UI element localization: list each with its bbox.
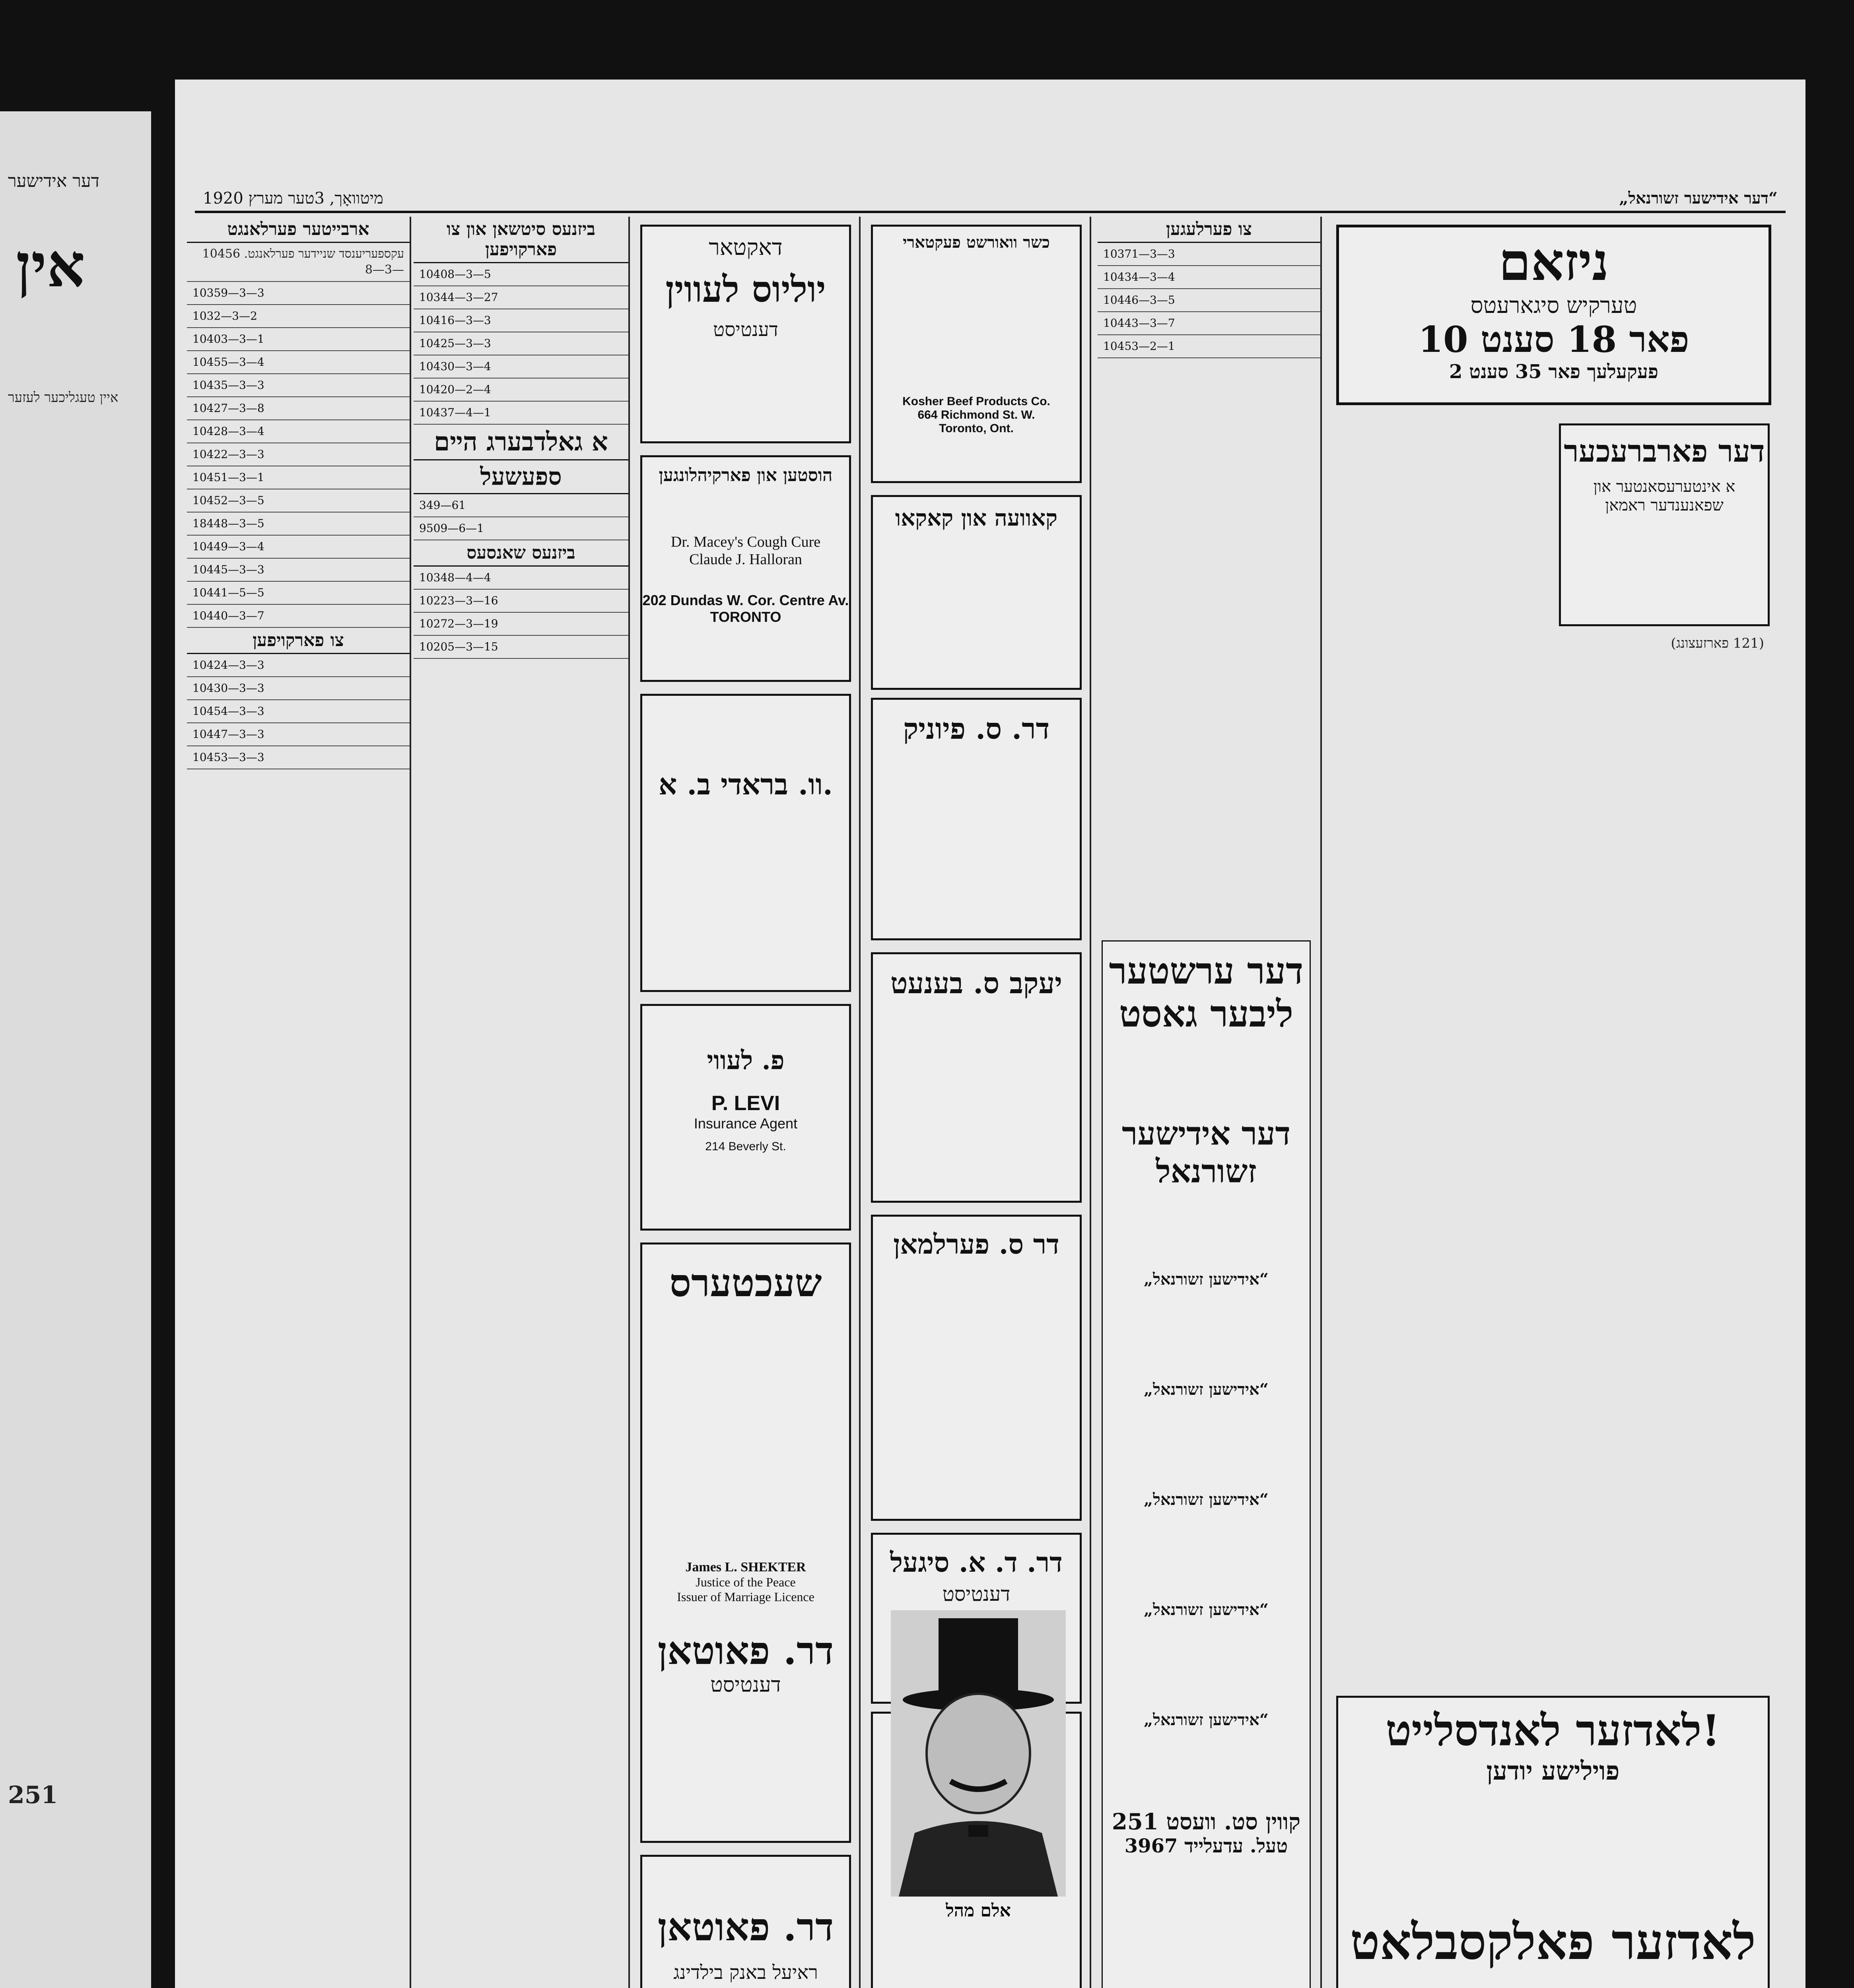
classified-item: 1032—3—2: [187, 305, 410, 328]
classified-item: 10453—2—1: [1098, 335, 1320, 358]
classified-item: 9509—6—1: [414, 517, 628, 540]
ad-name: יעקב ס. בענעט: [890, 966, 1063, 1000]
left-page-headline: אין: [16, 231, 85, 301]
classified-item: 10359—3—3: [187, 282, 410, 305]
ad-dr-pautan-bank: [640, 1855, 851, 1988]
column-rentals-journal-ad: [1098, 217, 1322, 1988]
classified-item: 10437—4—1: [414, 402, 628, 425]
ad-name: דר ס. פערלמאן: [893, 1229, 1059, 1260]
classified-item: 10451—3—1: [187, 466, 410, 489]
classified-item: 10422—3—3: [187, 443, 410, 466]
classified-item: 10430—3—3: [187, 677, 410, 700]
classified-item: 18448—3—5: [187, 513, 410, 536]
ad-dr-julius-levin: [640, 225, 851, 443]
classified-item: 10424—3—3: [187, 654, 410, 677]
ad-nizam-cigarettes: [1336, 225, 1771, 405]
slogan: „אידישען זשורנאל“: [1144, 1710, 1269, 1729]
classified-item: 10416—3—3: [414, 309, 628, 332]
classified-item: 10428—3—4: [187, 420, 410, 443]
ad-en-line: Toronto, Ont.: [939, 422, 1014, 435]
ad-en-line: Claude J. Halloran: [689, 551, 802, 568]
masthead-date: 1920 מיטוואָך, 3טער מערץ: [203, 189, 383, 208]
classified-item: 10435—3—3: [187, 374, 410, 397]
ad-en-line: 664 Richmond St. W.: [917, 408, 1035, 421]
heading-to-let: צו פערלעגען: [1098, 217, 1320, 243]
classified-item: 10455—3—4: [187, 351, 410, 374]
ad-sub: ראיעל באנק בילדינג: [673, 1961, 818, 1984]
classified-item: 10348—4—4: [414, 567, 628, 590]
ad-en-line: James L. SHEKTER: [685, 1560, 806, 1574]
ad-en-line: Dr. Macey's Cough Cure: [670, 534, 821, 550]
ad-sub: דענטיסט: [710, 1673, 781, 1697]
ad-line: הוסטען און פארקיהלונגען: [659, 465, 833, 485]
story-title-box: [1559, 423, 1770, 626]
classified-item: 10344—3—27: [414, 286, 628, 309]
ad-sub: פוילישע יודען: [1486, 1756, 1620, 1786]
ad-coffee-cocoa: [871, 495, 1082, 690]
ad-name: ניזאם: [1498, 231, 1609, 292]
column-right: [1328, 217, 1782, 1988]
ad-en-line: Kosher Beef Products Co.: [902, 395, 1050, 408]
heading-for-sale: צו פארקויפען: [187, 628, 410, 654]
portrait-photo: [891, 1610, 1066, 1897]
ad-dr-perlman: [871, 1215, 1082, 1521]
classified-item: 10427—3—8: [187, 397, 410, 420]
classified-item: 10440—3—7: [187, 605, 410, 628]
classified-item: 10205—3—15: [414, 636, 628, 659]
ad-line: דער אידישער: [1122, 1115, 1290, 1152]
left-page-header: דער אידישער: [8, 171, 99, 191]
classified-item: 10441—5—5: [187, 582, 410, 605]
ad-en-line: 202 Dundas W. Cor. Centre Av.: [642, 592, 849, 608]
heading-business-chances: ביזנעס שאנסעס: [414, 540, 628, 567]
classified-item: 10371—3—3: [1098, 243, 1320, 266]
ad-line: לאדזער פאלקסבלאט: [1350, 1913, 1756, 1971]
classified-item: 10430—3—4: [414, 355, 628, 379]
ad-name: שעכטערס: [669, 1260, 822, 1305]
ad-name: דר. ס. פיוניק: [903, 712, 1050, 746]
newspaper-page: [175, 80, 1805, 1988]
ad-name: יוליוס לעווין: [665, 268, 826, 311]
slogan: „אידישען זשורנאל“: [1144, 1490, 1269, 1509]
slogan: „אידישען זשורנאל“: [1144, 1270, 1269, 1289]
classified-item: 10434—3—4: [1098, 266, 1320, 289]
ad-p-levi-insurance: [640, 1004, 851, 1231]
classified-item: 10453—3—3: [187, 746, 410, 769]
left-page-fragment: [0, 111, 151, 1988]
ad-name: דר. פאוטאן: [657, 1905, 834, 1949]
classified-item: 10454—3—3: [187, 700, 410, 723]
ad-goldberg-home: א גאלדבערג הײם: [414, 425, 628, 460]
ad-sub: דענטיסט: [713, 318, 778, 341]
ad-en-line: P. LEVI: [711, 1092, 780, 1115]
classified-item: 10403—3—1: [187, 328, 410, 351]
classified-item: 10223—3—16: [414, 590, 628, 613]
classified-item: עקספעריענסד שניידער פערלאנגט. 10456—3—8: [187, 243, 410, 282]
ad-line: זשורנאל: [1156, 1153, 1257, 1190]
story-subtitle: א אינטערעסאנטער און שפאנענדער ראמאן: [1593, 478, 1735, 514]
left-page-number: 251: [8, 1781, 58, 1809]
ad-name: קאוועה און קאקאו: [895, 505, 1058, 531]
classified-item: 10443—3—7: [1098, 312, 1320, 335]
classified-item: 10447—3—3: [187, 723, 410, 746]
ad-line: טערקיש סיגארעטס: [1470, 293, 1637, 318]
classified-item: 349—61: [414, 494, 628, 517]
ad-name: דר. ד. א. סיגעל: [890, 1547, 1063, 1578]
classified-item: 10452—3—5: [187, 489, 410, 513]
ad-en-line: Issuer of Marriage Licence: [677, 1590, 814, 1604]
ad-cough-cure: [640, 455, 851, 682]
left-page-text: איין טעגליכער לעזער: [8, 390, 119, 406]
slogan: „אידישען זשורנאל“: [1144, 1600, 1269, 1619]
ad-en-line: Insurance Agent: [694, 1115, 798, 1132]
masthead-title: „דער אידישער זשורנאל“: [1619, 189, 1778, 208]
column-professional-ads: [636, 217, 861, 1988]
ad-name: דר. פאוטאן: [657, 1628, 834, 1673]
classified-item: 10420—2—4: [414, 379, 628, 402]
classified-item: 10445—3—3: [187, 559, 410, 582]
ad-address: 251 קווין סט. וועסט: [1112, 1809, 1301, 1835]
ad-line: דאקטאר: [709, 235, 783, 260]
ad-phone: טעל. עדעלייד 3967: [1124, 1835, 1288, 1857]
ad-sub: דענטיסט: [942, 1582, 1011, 1606]
ad-line: כשר וואורשט פעקטארי: [903, 233, 1050, 252]
ad-dr-piunik: [871, 698, 1082, 940]
classified-item: 10446—3—5: [1098, 289, 1320, 312]
ad-line: דער ערשטער: [1109, 949, 1304, 992]
ad-brady: [640, 694, 851, 992]
heading-business-for-sale: ביזנעס סיטשאן און צו פארקויפען: [414, 217, 628, 263]
portrait-caption: אלם מהל: [946, 1901, 1011, 1921]
heading-help-wanted: ארבייטער פערלאנגט: [187, 217, 410, 243]
slogan: „אידישען זשורנאל“: [1144, 1380, 1269, 1399]
ad-jewish-journal: [1102, 940, 1311, 1988]
story-number: (121 פארזעצונג): [1671, 635, 1764, 651]
ad-line: ליבער גאסט: [1119, 992, 1294, 1035]
ad-name: לאדזער לאנדסלייט!: [1386, 1706, 1720, 1756]
ad-en-line: 214 Beverly St.: [705, 1140, 786, 1153]
ad-line: 10 פאר 18 סענט: [1418, 318, 1689, 361]
heading-special: ספעשעל: [414, 460, 628, 494]
ad-lodz-landsmen: [1336, 1696, 1770, 1988]
ad-jacob-bennett: [871, 952, 1082, 1203]
masthead: [195, 187, 1786, 213]
ad-shekter: [640, 1242, 851, 1843]
classified-item: 10425—3—3: [414, 332, 628, 355]
column-business-chances: [414, 217, 630, 1988]
ad-name: פ. לעווי: [707, 1046, 785, 1076]
classified-item: 10408—3—5: [414, 263, 628, 286]
ad-kosher-beef: [871, 225, 1082, 483]
classified-item: 10449—3—4: [187, 536, 410, 559]
story-title: דער פארברעכער: [1564, 433, 1765, 469]
ad-en-line: Justice of the Peace: [696, 1575, 796, 1589]
column-classifieds-help-wanted: [187, 217, 411, 1988]
ad-line: 2 פעקעלעך פאר 35 סענט: [1449, 361, 1658, 383]
classified-item: 10272—3—19: [414, 613, 628, 636]
ad-name: וו. בראדי ב. א.: [659, 767, 833, 801]
ad-en-line: TORONTO: [710, 609, 781, 625]
